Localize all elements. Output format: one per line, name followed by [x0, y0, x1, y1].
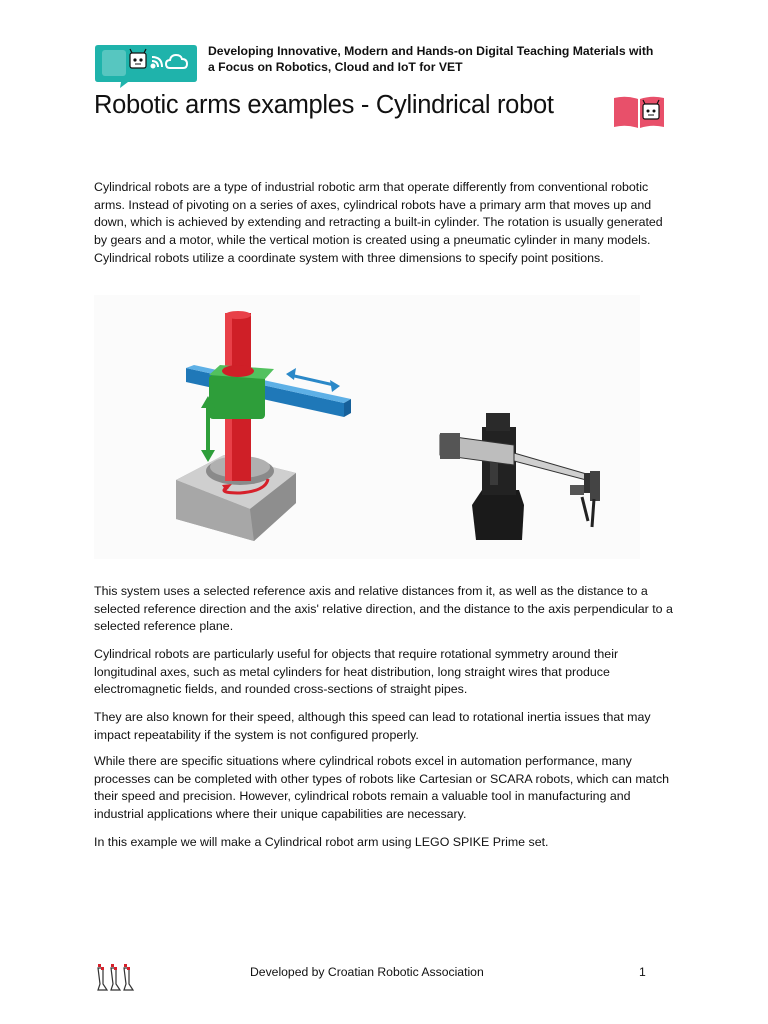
page-number: 1 [639, 965, 646, 979]
intro-paragraph: Cylindrical robots are a type of industrial robotic arm that operate differently from conventional robotic arms. Instead of pivoting on a series of axes, cylindrical robots have a primary arm that moves up and down, which is achieved by extending and retracting a built-in cylinder. The rotation is usually generated by gears and a motor, while the vertical motion is created using a pneumatic cylinder in many models. Cylindrical robots utilize a coordinate system with three dimensions to specify point positions. [94, 180, 663, 265]
lego-example-paragraph: In this example we will make a Cylindrical robot arm using LEGO SPIKE Prime set. [94, 835, 549, 849]
speed-paragraph: They are also known for their speed, although this speed can lead to rotational inertia issues that may impact repeatability if the system is not configured properly. [94, 710, 651, 742]
page-title: Robotic arms examples - Cylindrical robot [94, 91, 554, 119]
header-tagline-line2: a Focus on Robotics, Cloud and IoT for VET [208, 60, 463, 74]
applications-paragraph: Cylindrical robots are particularly useful for objects that require rotational symmetry around their longitudinal axes, such as metal cylinders for heat distribution, long straight wires that produce electromagnetic fields, and rounded cross-sections of straight pipes. [94, 647, 619, 697]
association-logo [95, 962, 137, 992]
cylindrical-robot-figure [94, 295, 640, 559]
header-tagline [208, 43, 688, 75]
coordinate-system-paragraph: This system uses a selected reference axis and relative distances from it, as well as the distance to a selected reference direction and the axis' relative direction, and the distance to the axis perpendicular to a selected reference plane. [94, 584, 673, 634]
header-tagline-line1: Developing Innovative, Modern and Hands-on Digital Teaching Materials with [208, 44, 654, 58]
footer-credit: Developed by Croatian Robotic Association [250, 965, 484, 979]
comparison-paragraph: While there are specific situations where cylindrical robots excel in automation performance, many processes can be completed with other types of robots like Cartesian or SCARA robots, which can match their speed and precision. However, cylindrical robots remain a valuable tool in manufacturing and industrial applications where their unique capabilities are necessary. [94, 754, 670, 822]
project-logo [94, 43, 198, 89]
book-robot-icon [612, 95, 666, 131]
